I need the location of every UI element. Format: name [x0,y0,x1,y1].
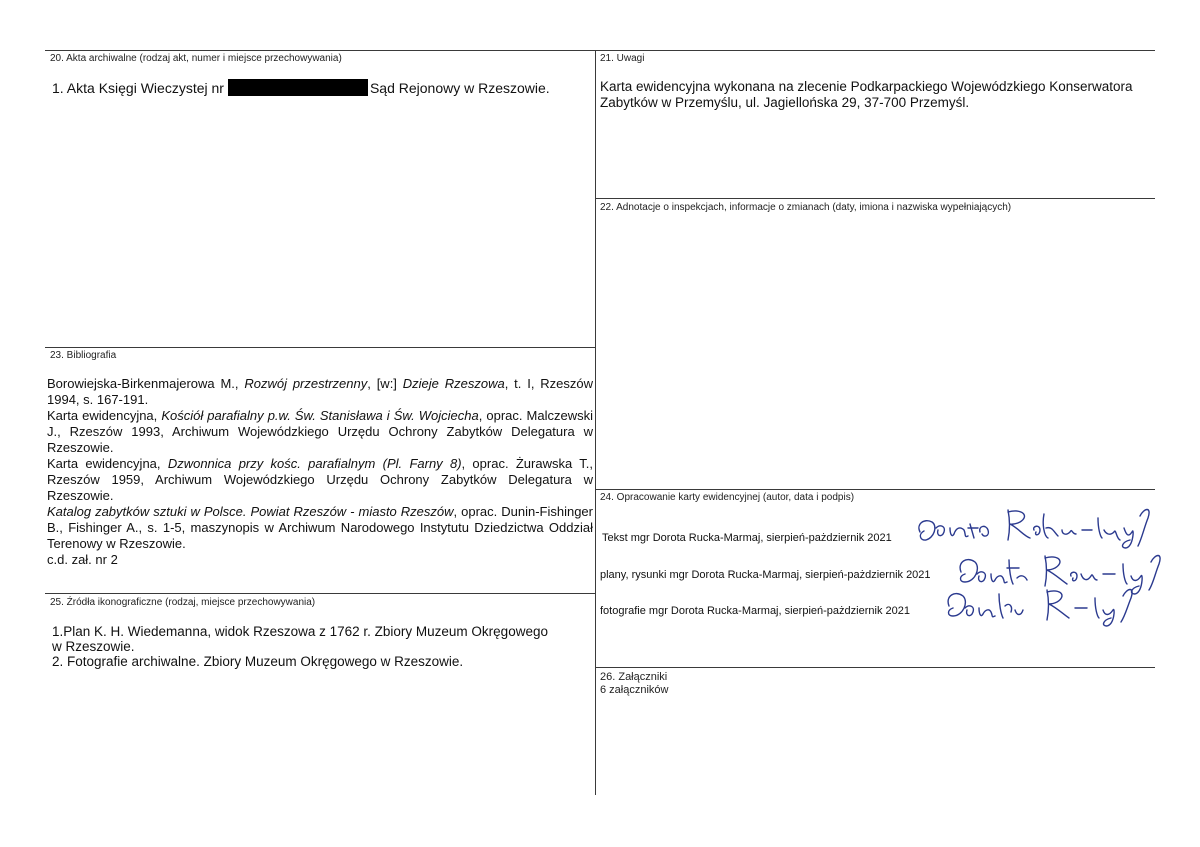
author-drawings-line: plany, rysunki mgr Dorota Rucka-Marmaj, sierpień-pażdziernik 2021 [600,569,931,581]
author-photos-line: fotografie mgr Dorota Rucka-Marmaj, sierpień-pażdziernik 2021 [600,605,910,617]
iconography-line-1: 1.Plan K. H. Wiedemanna, widok Rzeszowa z 1762 r. Zbiory Muzeum Okręgowego [52,624,548,639]
center-divider [595,50,596,795]
bibliography-entry: Karta ewidencyjna, Dzwonnica przy kośc. parafialnym (Pl. Farny 8), oprac. Żurawska T., Rzeszów 1959, Archiwum Wojewódzkiego Urzędu Ochrony Zabytków Delegatura w Rzeszowie. [47,456,593,503]
author-text-line: Tekst mgr Dorota Rucka-Marmaj, sierpień-pażdziernik 2021 [602,532,892,544]
rule-22-24 [595,489,1155,490]
remarks-line-2: Zabytków w Przemyślu, ul. Jagiellońska 29, 37-700 Przemyśl. [600,95,970,110]
section-22-label: 22. Adnotacje o inspekcjach, informacje o zmianach (daty, imiona i nazwiska wypełniających) [600,202,1012,213]
signature-3 [943,584,1175,628]
section-23-label: 23. Bibliografia [50,350,117,361]
section-24-label: 24. Opracowanie karty ewidencyjnej (autor, data i podpis) [600,492,855,503]
rule-21-22 [595,198,1155,199]
iconography-line-2: w Rzeszowie. [52,639,135,654]
iconography-line-3: 2. Fotografie archiwalne. Zbiory Muzeum Okręgowego w Rzeszowie. [52,654,464,669]
archive-record-suffix: Sąd Rejonowy w Rzeszowie. [369,80,550,96]
section-20-label: 20. Akta archiwalne (rodzaj akt, numer i miejsce przechowywania) [50,53,342,64]
attachments-count: 6 załączników [600,684,669,696]
rule-20-23 [45,347,595,348]
section-25-label: 25. Źródła ikonograficzne (rodzaj, miejsce przechowywania) [50,597,316,608]
top-rule-right [595,50,1155,51]
section-26-label: 26. Załączniki [600,671,668,683]
rule-23-25 [45,593,595,594]
bibliography-continuation: c.d. zał. nr 2 [47,552,118,567]
top-rule-left [45,50,595,51]
bibliography-entry: Borowiejska-Birkenmajerowa M., Rozwój przestrzenny, [w:] Dzieje Rzeszowa, t. I, Rzeszów 1994, s. 167-191. [47,376,594,407]
archive-record-line [52,79,592,96]
bibliography-entry: Katalog zabytków sztuki w Polsce. Powiat Rzeszów - miasto Rzeszów, oprac. Dunin-Fishinger B., Fishinger A., s. 1-5, maszynopis w Archiwum Narodowego Instytutu Dziedzictwa Oddział Terenowy w Rzeszowie. [47,504,593,551]
bibliography-entry: Karta ewidencyjna, Kościół parafialny p.w. Św. Stanisława i Św. Wojciecha, oprac. Malczewski J., Rzeszów 1993, Archiwum Wojewódzkiego Urzędu Ochrony Zabytków Delegatura w Rzeszowie. [47,408,593,455]
section-21-label: 21. Uwagi [600,53,645,64]
rule-24-26 [595,667,1155,668]
redaction-bar [228,79,368,96]
remarks-line-1: Karta ewidencyjna wykonana na zlecenie Podkarpackiego Wojewódzkiego Konserwatora [600,79,1133,94]
archive-record-prefix: 1. Akta Księgi Wieczystej nr [52,80,224,96]
signature-1 [912,498,1162,550]
bibliography-list [47,376,593,568]
